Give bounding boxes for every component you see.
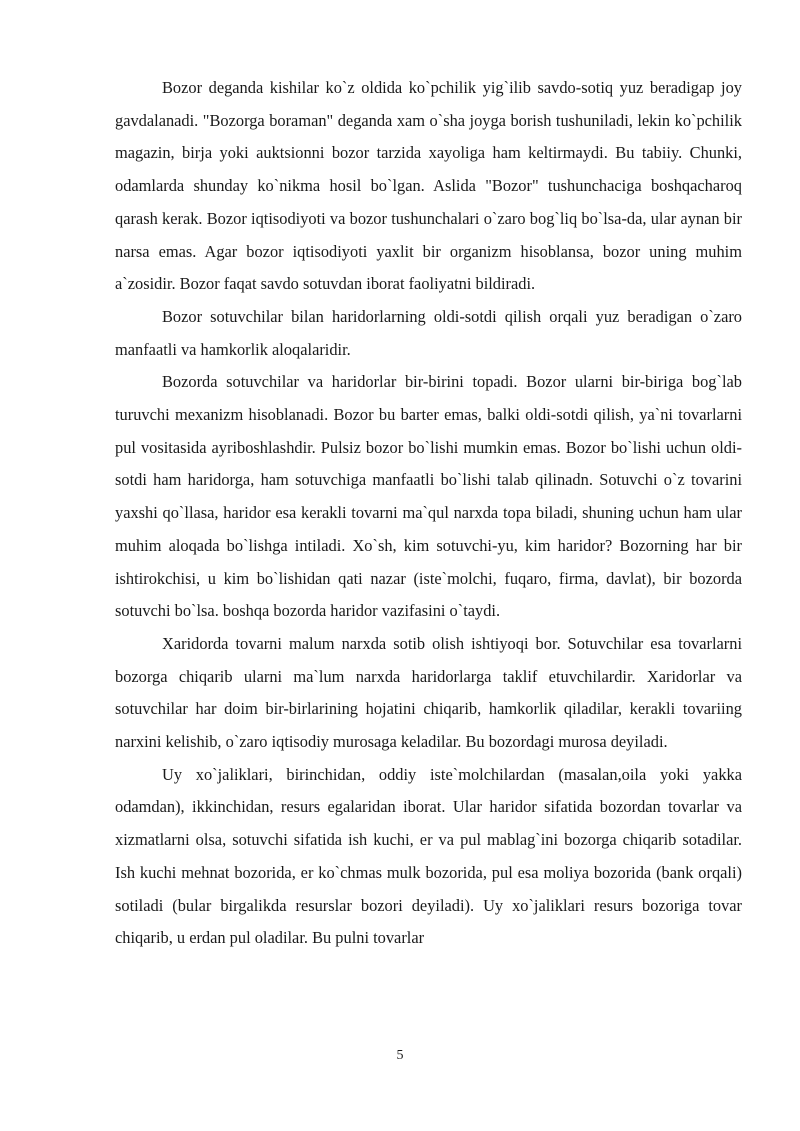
paragraph-3: Bozorda sotuvchilar va haridorlar bir-birini topadi. Bozor ularni bir-biriga bog`lab turuvchi mexanizm hisoblanadi. Bozor bu barter emas, balki oldi-sotdi qilish, ya`ni tovarlarni pul vositasida ayriboshlashdir. Pulsiz bozor bo`lishi mumkin emas. Bozor bo`lishi uchun oldi-sotdi ham haridorga, ham sotuvchiga manfaatli bo`lishi talab qilinadn. Sotuvchi o`z tovarini yaxshi qo`llasa, haridor esa kerakli tovarni ma`qul narxda topa biladi, shuning uchun ham ular muhim aloqada bo`lishga intiladi. Xo`sh, kim sotuvchi-yu, kim haridor? Bozorning har bir ishtirokchisi, u kim bo`lishidan qati nazar (iste`molchi, fuqaro, firma, davlat), bir bozorda sotuvchi bo`lsa. boshqa bozorda haridor vazifasini o`taydi. [115,372,742,621]
body-text [115,72,742,955]
paragraph-4: Xaridorda tovarni malum narxda sotib olish ishtiyoqi bor. Sotuvchilar esa tovarlarni bozorga chiqarib ularni ma`lum narxda haridorlarga taklif etuvchilardir. Xaridorlar va sotuvchilar har doim bir-birlarining hojatini chiqarib, hamkorlik qiladilar, kerakli tovariing narxini kelishib, o`zaro iqtisodiy murosaga keladilar. Bu bozordagi murosa deyiladi. [115,633,742,752]
paragraph-2: Bozor sotuvchilar bilan haridorlarning oldi-sotdi qilish orqali yuz beradigan o`zaro manfaatli va hamkorlik aloqalaridir. [115,306,742,359]
paragraph-5: Uy xo`jaliklari, birinchidan, oddiy iste`molchilardan (masalan,oila yoki yakka odamdan), ikkinchidan, resurs egalaridan iborat. Ular haridor sifatida bozordan tovarlar va xizmatlarni olsa, sotuvchi sifatida ish kuchi, er va pul mablag`ini bozorga chiqarib sotadilar. Ish kuchi mehnat bozorida, er ko`chmas mulk bozorida, pul esa moliya bozorida (bank orqali) sotiladi (bular birgalikda resurslar bozori deyiladi). Uy xo`jaliklari resurs bozoriga tovar chiqarib, u erdan pul oladilar. Bu pulni tovarlar [115,764,742,948]
paragraph-1: Bozor deganda kishilar ko`z oldida ko`pchilik yig`ilib savdo-sotiq yuz beradigap joy gavdalanadi. "Bozorga boraman" deganda xam o`sha joyga borish tushuniladi, lekin ko`pchilik magazin, birja yoki auktsionni bozor tarzida xayoliga ham keltirmaydi. Bu tabiiy. Chunki, odamlarda shunday ko`nikma hosil bo`lgan. Aslida "Bozor" tushunchaciga boshqacharoq qarash kerak. Bozor iqtisodiyoti va bozor tushunchalari o`zaro bog`liq bo`lsa-da, ular aynan bir narsa emas. Agar bozor iqtisodiyoti yaxlit bir organizm hisoblansa, bozor uning muhim a`zosidir. Bozor faqat savdo sotuvdan iborat faoliyatni bildiradi. [115,78,742,294]
page-number: 5 [396,1048,404,1063]
